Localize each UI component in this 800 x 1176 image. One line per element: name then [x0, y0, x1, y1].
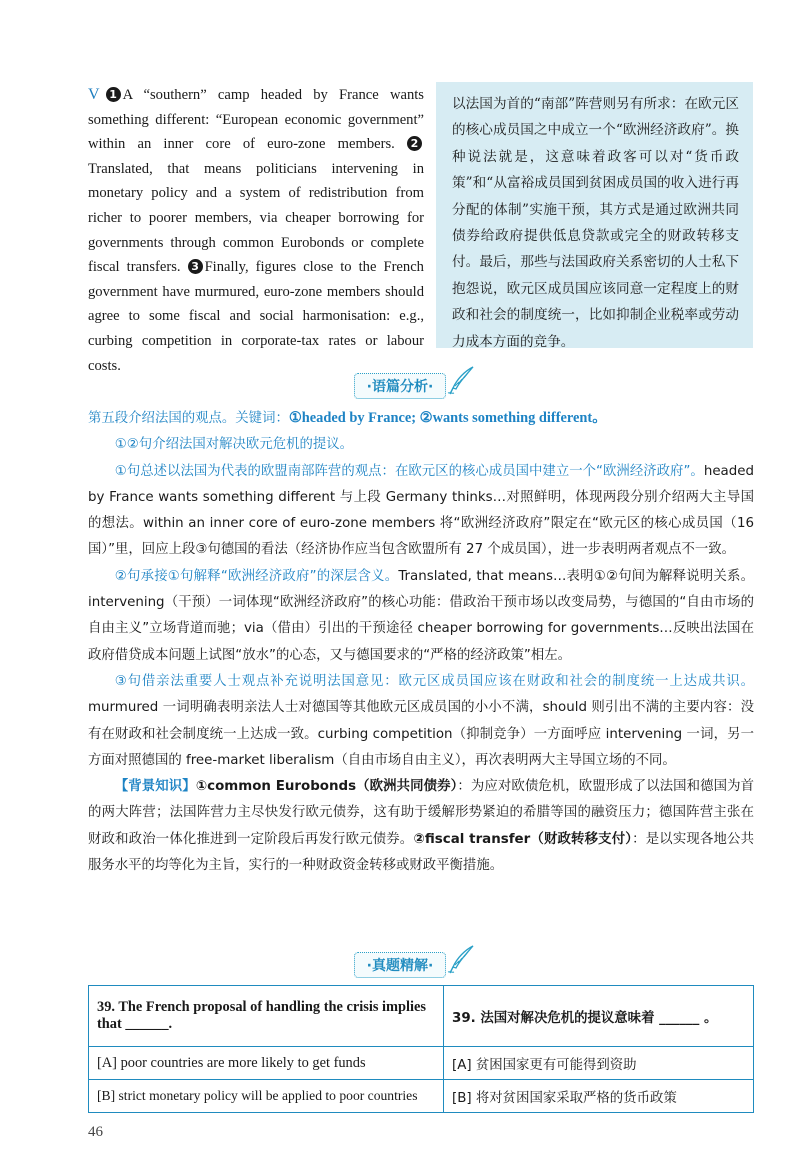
option-b-en: [B] strict monetary policy will be applied to poor countries	[89, 1080, 444, 1113]
sentence-marker-2: 2	[407, 136, 422, 151]
question-table	[88, 985, 754, 1113]
background-label: 【背景知识】	[114, 779, 196, 795]
exam-section-title	[354, 952, 447, 978]
question-row	[89, 986, 754, 1047]
option-a-en: [A] poor countries are more likely to get funds	[89, 1047, 444, 1080]
option-row-b	[89, 1080, 754, 1113]
analysis-sentence-2-highlight: ②句承接①句解释“欧洲经济政府”的深层含义。	[114, 568, 399, 584]
background-text-1: ：为应对欧债危机，欧盟形成了以法国和德国为首的两大阵营；法国阵营力主尽快发行欧元债券，这有助于缓解形势紧迫的希腊等国的融资压力；德国阵营主张在财政和政治一体化推进到一定阶段后再发行欧元债券。	[88, 779, 755, 847]
translation-box	[436, 82, 753, 348]
sentence-2: Translated, that means politicians intervening in monetary policy and a system of redistribution from richer to poorer members, via cheaper borrowing for governments through common Eurobonds or complete fiscal transfers.	[88, 160, 424, 276]
quill-pen-icon	[447, 945, 475, 975]
analysis-sentence-2-text: Translated, that means…表明①②句间为解释说明关系。intervening（干预）一词体现“欧洲经济政府”的核心功能：借政治干预市场以改变局势，与德国的“自由市场的自由主义”立场背道而驰；via（借由）引出的干预途径 cheaper borrowing for governments…反映出法国在政府借贷成本问题上试图“放水”的心态，又与德国要求的“严格的经济政策”相左。	[88, 568, 754, 663]
analysis-sentence-1-text: headed by France wants something different 与上段 Germany thinks…对照鲜明，体现两段分别介绍两大主导国的想法。within an inner core of euro-zone members 将“欧洲经济政府”限定在“欧元区的核心成员国（16国）”里，回应上段③句德国的看法（经济协作应当包含欧盟所有 27 个成员国），进一步表明两者观点不一致。	[88, 463, 754, 558]
analysis-intro-lead: 第五段介绍法国的观点。关键词：	[88, 411, 289, 426]
background-term-1: ①common Eurobonds（欧洲共同债券）	[195, 779, 458, 795]
sentence-3: Finally, figures close to the French government have murmured, euro-zone members should agree to some fiscal and social harmonisation: e.g., curbing competition in corporate-tax rates or labour costs.	[88, 259, 424, 374]
question-zh: 39. 法国对解决危机的提议意味着 ______ 。	[444, 986, 754, 1047]
analysis-section-header	[0, 372, 800, 400]
analysis-body	[88, 405, 754, 879]
option-row-a	[89, 1047, 754, 1080]
analysis-intro	[88, 405, 754, 432]
quill-pen-icon	[447, 366, 475, 396]
background-text-2: ：是以实现各地公共服务水平的均等化为主旨，实行的一种财政资金转移或财政平衡措施。	[88, 831, 755, 874]
option-a-zh: [A] 贫困国家更有可能得到资助	[444, 1047, 754, 1080]
analysis-sentence-2	[88, 564, 754, 669]
question-en: 39. The French proposal of handling the crisis implies that ______.	[89, 986, 444, 1047]
analysis-section-title	[354, 373, 447, 399]
background-term-2: ②fiscal transfer（财政转移支付）	[413, 831, 633, 847]
sentence-marker-1: 1	[106, 87, 121, 102]
option-b-zh: [B] 将对贫困国家采取严格的货币政策	[444, 1080, 754, 1113]
analysis-title-text: ·语篇分析·	[366, 379, 434, 395]
analysis-sentence-3-text: murmured 一词明确表明亲法人士对德国等其他欧元区成员国的小小不满，should 则引出不满的主要内容：没有在财政和社会制度统一上达成一致。curbing competition（抑制竞争）一方面呼应 intervening 一词，另一方面对照德国的 free-market liberalism（自由市场自由主义），再次表明两大主导国立场的不同。	[88, 700, 754, 768]
analysis-keywords: ①headed by France; ②wants something different。	[288, 410, 607, 426]
exam-title-text: ·真题精解·	[366, 958, 434, 974]
page-number: 46	[88, 1124, 103, 1140]
paragraph-numeral: V	[88, 86, 100, 103]
background-knowledge	[88, 774, 754, 879]
sentence-marker-3: 3	[188, 259, 203, 274]
analysis-sentence-3-highlight: ③句借亲法重要人士观点补充说明法国意见：欧元区成员国应该在财政和社会的制度统一上达成共识。	[114, 673, 754, 689]
sentence-1: A “southern” camp headed by France wants something different: “European economic government” within an inner core of euro-zone members.	[88, 87, 424, 153]
exam-section-header	[0, 951, 800, 979]
translation-text: 以法国为首的“南部”阵营则另有所求：在欧元区的核心成员国之中成立一个“欧洲经济政府”。换种说法就是，这意味着政客可以对“货币政策”和“从富裕成员国到贫困成员国的收入进行再分配的体制”实施干预，其方式是通过欧洲共同债券给政府提供低息贷款或完全的财政转移支付。最后，那些与法国政府关系密切的人士私下抱怨说，欧元区成员国应该同意一定程度上的财政和社会的制度统一，比如抑制企业税率或劳动力成本方面的竞争。	[452, 96, 739, 350]
analysis-sentence-1	[88, 459, 754, 564]
english-passage	[88, 83, 424, 378]
analysis-sentence-1-highlight: ①句总述以法国为代表的欧盟南部阵营的观点：在欧元区的核心成员国中建立一个“欧洲经济政府”。	[114, 463, 704, 479]
analysis-sentence-3	[88, 669, 754, 774]
analysis-overview: ①②句介绍法国对解决欧元危机的提议。	[114, 437, 354, 453]
